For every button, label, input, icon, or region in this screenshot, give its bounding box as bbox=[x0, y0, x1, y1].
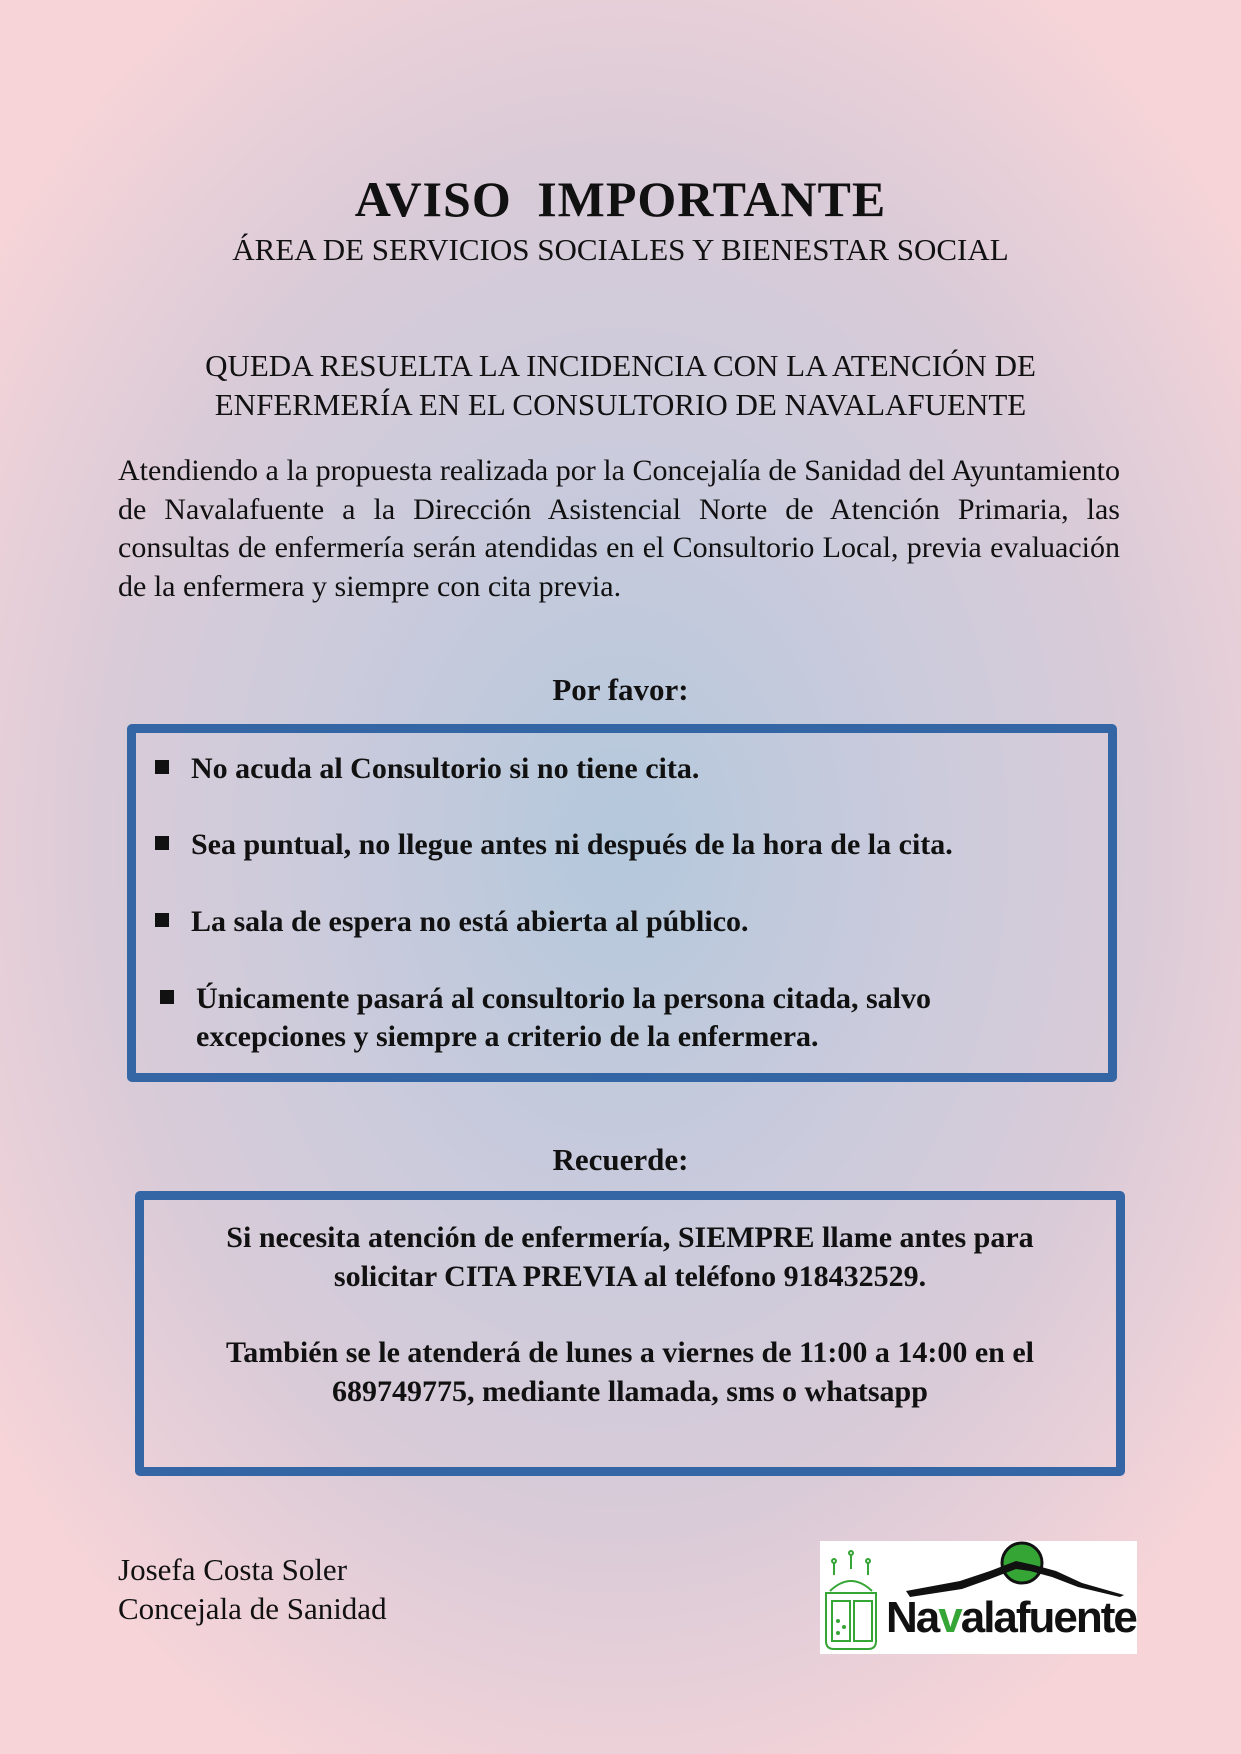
headline-line-1: QUEDA RESUELTA LA INCIDENCIA CON LA ATENCIÓN DE bbox=[205, 348, 1036, 383]
please-label: Por favor: bbox=[552, 672, 689, 707]
headline bbox=[0, 346, 1241, 424]
headline-line-2: ENFERMERÍA EN EL CONSULTORIO DE NAVALAFUENTE bbox=[214, 387, 1027, 422]
remember-paragraph-1 bbox=[140, 1218, 1120, 1296]
bullet-square-icon bbox=[155, 760, 169, 774]
please-item-1: No acuda al Consultorio si no tiene cita. bbox=[155, 750, 699, 788]
signature-role: Concejala de Sanidad bbox=[118, 1590, 387, 1626]
bullet-square-icon bbox=[160, 990, 174, 1004]
bullet-square-icon bbox=[155, 913, 169, 927]
signature-name: Josefa Costa Soler bbox=[118, 1552, 348, 1587]
intro-paragraph: Atendiendo a la propuesta realizada por la Concejalía de Sanidad del Ayuntamiento de Navalafuente a la Dirección Asistencial Norte de Atención Primaria, las consultas de enfermería serán atendidas en el Consultorio Local, previa evaluación de la enfermera y siempre con cita previa. bbox=[118, 454, 1120, 603]
please-item-4: Únicamente pasará al consultorio la persona citada, salvo excepciones y siempre a criterio de la enfermera. bbox=[160, 980, 1076, 1056]
please-item-3: La sala de espera no está abierta al público. bbox=[155, 903, 749, 941]
bullet-square-icon bbox=[155, 836, 169, 850]
notice-title: AVISO IMPORTANTE bbox=[354, 171, 887, 227]
remember-p1-line-1: Si necesita atención de enfermería, SIEMPRE llame antes para bbox=[226, 1221, 1034, 1254]
logo-wordmark: Navalafuente bbox=[886, 1593, 1136, 1642]
department-subtitle: ÁREA DE SERVICIOS SOCIALES Y BIENESTAR SOCIAL bbox=[232, 232, 1009, 267]
navalafuente-logo bbox=[820, 1541, 1137, 1654]
signature bbox=[118, 1551, 387, 1628]
remember-p1-line-2: solicitar CITA PREVIA al teléfono 918432529. bbox=[333, 1260, 927, 1293]
please-item-2: Sea puntual, no llegue antes ni después de la hora de la cita. bbox=[155, 826, 953, 864]
remember-p2-line-1: También se le atenderá de lunes a viernes de 11:00 a 14:00 en el bbox=[225, 1336, 1035, 1369]
remember-paragraph-2 bbox=[140, 1333, 1120, 1411]
remember-label: Recuerde: bbox=[552, 1142, 689, 1177]
remember-p2-line-2: 689749775, mediante llamada, sms o whatsapp bbox=[332, 1375, 928, 1408]
